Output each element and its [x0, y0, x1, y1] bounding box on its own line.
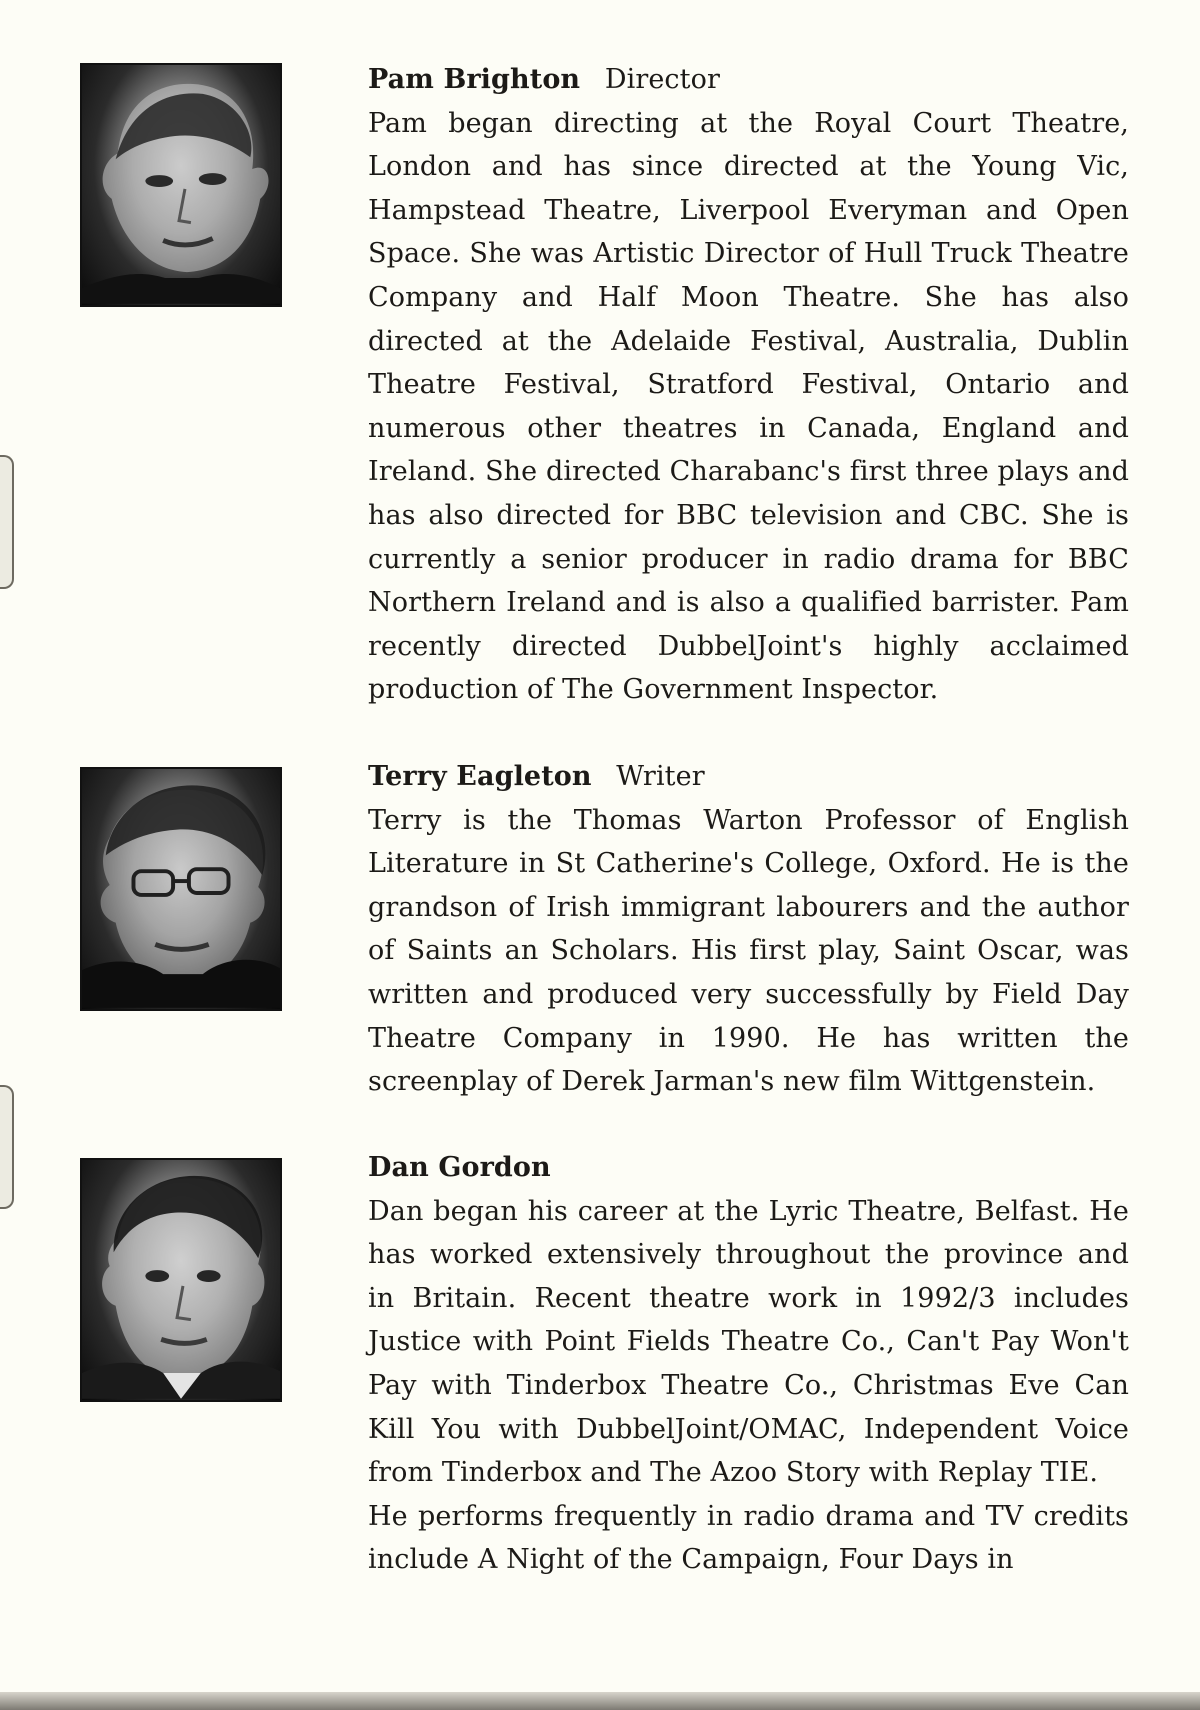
portrait-photo [80, 1158, 282, 1402]
portrait-graphic [82, 65, 280, 305]
page-bottom-edge [0, 1692, 1200, 1710]
portrait-graphic [82, 1160, 280, 1400]
person-name: Terry Eagleton [368, 761, 592, 792]
person-bio: Pam began directing at the Royal Court Theatre, London and has since directed at the Young Vic, Hampstead Theatre, Liverpool Everyman and Open Space. She was Artistic Director of Hull Truck Theatre Company and Half Moon Theatre. She has also directed at the Adelaide Festival, Australia, Dublin Theatre Festival, Stratford Festival, Ontario and numerous other theatres in Canada, England and Ireland. She directed Charabanc's first three plays and has also directed for BBC television and CBC. She is currently a senior producer in radio drama for BBC Northern Ireland and is also a qualified barrister. Pam recently directed DubbelJoint's highly acclaimed production of The Government Inspector. [368, 107, 1129, 706]
profile-heading [368, 58, 1129, 102]
person-bio: Dan began his career at the Lyric Theatre, Belfast. He has worked extensively throughout the province and in Britain. Recent theatre work in 1992/3 includes Justice with Point Fields Theatre Co., Can't Pay Won't Pay with Tinderbox Theatre Co., Christmas Eve Can Kill You with DubbelJoint/OMAC, Independent Voice from Tinderbox and The Azoo Story with Replay TIE. [368, 1195, 1129, 1489]
profile-heading [368, 755, 1129, 799]
person-name: Dan Gordon [368, 1152, 551, 1183]
portrait-graphic [82, 769, 280, 1009]
profile-text [368, 58, 1129, 712]
profile-heading [368, 1146, 1129, 1190]
person-name: Pam Brighton [368, 64, 581, 95]
portrait-photo [80, 63, 282, 307]
portrait-photo [80, 767, 282, 1011]
person-bio-continued: He performs frequently in radio drama and TV credits include A Night of the Campaign, Four Days in [368, 1500, 1129, 1576]
margin-binding-mark [0, 1085, 14, 1209]
person-role: Director [604, 64, 720, 95]
margin-binding-mark [0, 455, 14, 589]
profile-text [368, 1146, 1129, 1582]
profile-text [368, 755, 1129, 1104]
person-bio: Terry is the Thomas Warton Professor of English Literature in St Catherine's College, Oxford. He is the grandson of Irish immigrant labourers and the author of Saints an Scholars. His first play, Saint Oscar, was written and produced very successfully by Field Day Theatre Company in 1990. He has written the screenplay of Derek Jarman's new film Wittgenstein. [368, 804, 1129, 1098]
person-role: Writer [616, 761, 705, 792]
